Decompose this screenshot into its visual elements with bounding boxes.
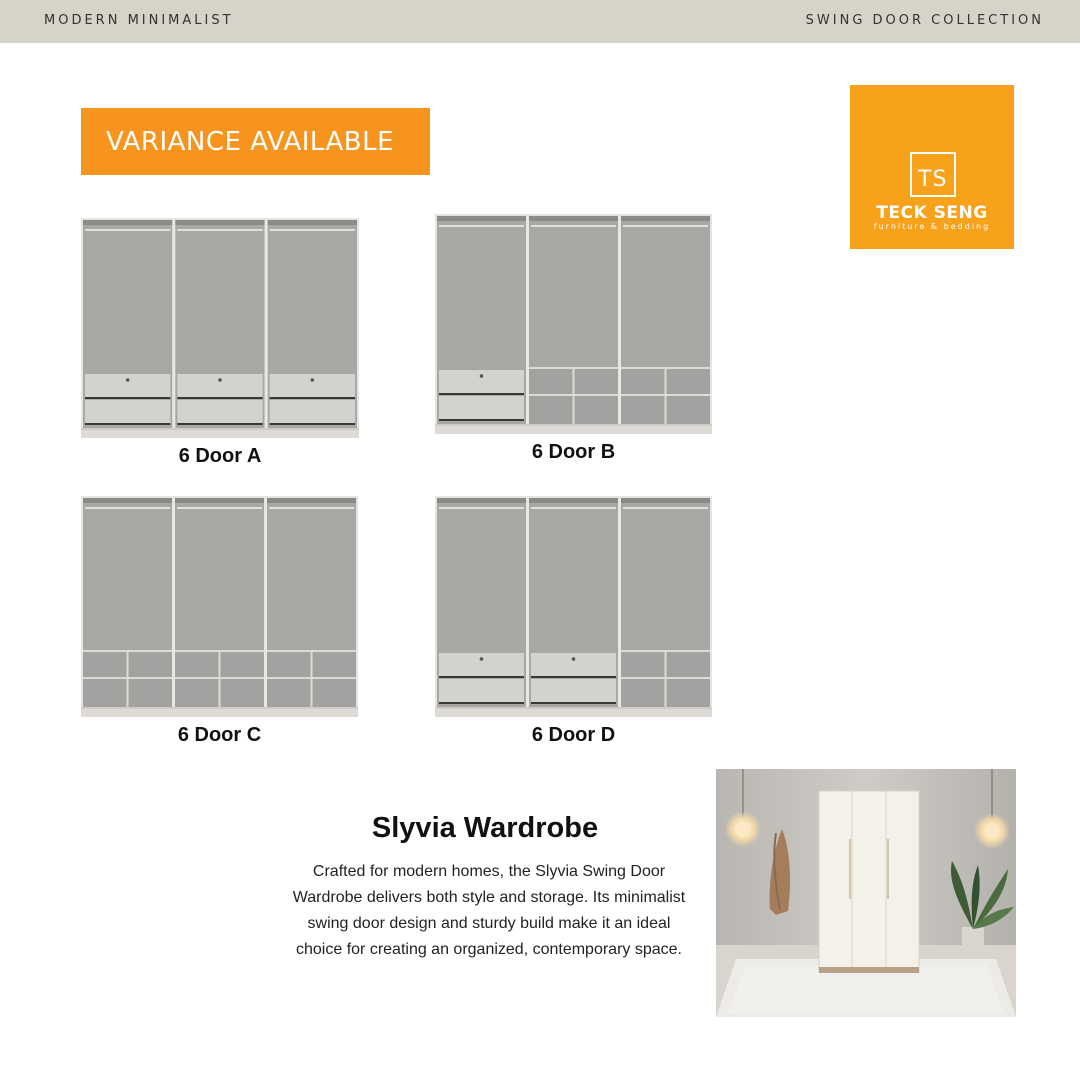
wardrobe-variant-d-image	[435, 496, 712, 717]
room-photo	[716, 769, 1016, 1017]
wardrobe-compartment	[621, 498, 710, 707]
wardrobe-compartment	[268, 220, 357, 428]
variant-a-caption: 6 Door A	[178, 445, 262, 467]
brand-name: TECK SENG	[876, 203, 988, 223]
product-description: Crafted for modern homes, the Slyvia Swing Door Wardrobe delivers both style and storage. Its minimalist swing door design and sturdy build make it an ideal choice for creating an organized, contemporary space.	[292, 863, 686, 958]
wardrobe-compartment	[437, 498, 526, 707]
wardrobe-compartment	[267, 498, 356, 707]
top-bar	[0, 0, 1080, 43]
wardrobe-compartment	[529, 216, 618, 424]
wardrobe-variant-b-image	[435, 214, 712, 434]
variance-badge	[81, 108, 430, 175]
wardrobe-compartment	[621, 216, 710, 424]
wardrobe-compartment	[83, 498, 172, 707]
collection-style-label: MODERN MINIMALIST	[44, 13, 234, 28]
variant-c-caption: 6 Door C	[177, 724, 262, 746]
product-title: Slyvia Wardrobe	[371, 812, 599, 844]
wardrobe-compartment	[529, 498, 618, 707]
brand-logo	[850, 85, 1014, 249]
variant-d-caption: 6 Door D	[531, 724, 616, 746]
collection-name-label: SWING DOOR COLLECTION	[805, 13, 1044, 28]
wardrobe-compartment	[175, 220, 264, 428]
wardrobe-compartment	[437, 216, 526, 424]
wardrobe-variant-c-image	[81, 496, 358, 717]
variant-b-caption: 6 Door B	[531, 441, 616, 463]
brand-tagline: furniture & bedding	[873, 222, 991, 231]
wardrobe-variant-a-image	[81, 218, 359, 438]
logo-mark	[910, 153, 956, 197]
wardrobe-compartment	[83, 220, 172, 428]
variance-badge-label: VARIANCE AVAILABLE	[106, 127, 395, 157]
wardrobe-compartment	[175, 498, 264, 707]
logo-mark-letters: TS	[918, 167, 948, 192]
